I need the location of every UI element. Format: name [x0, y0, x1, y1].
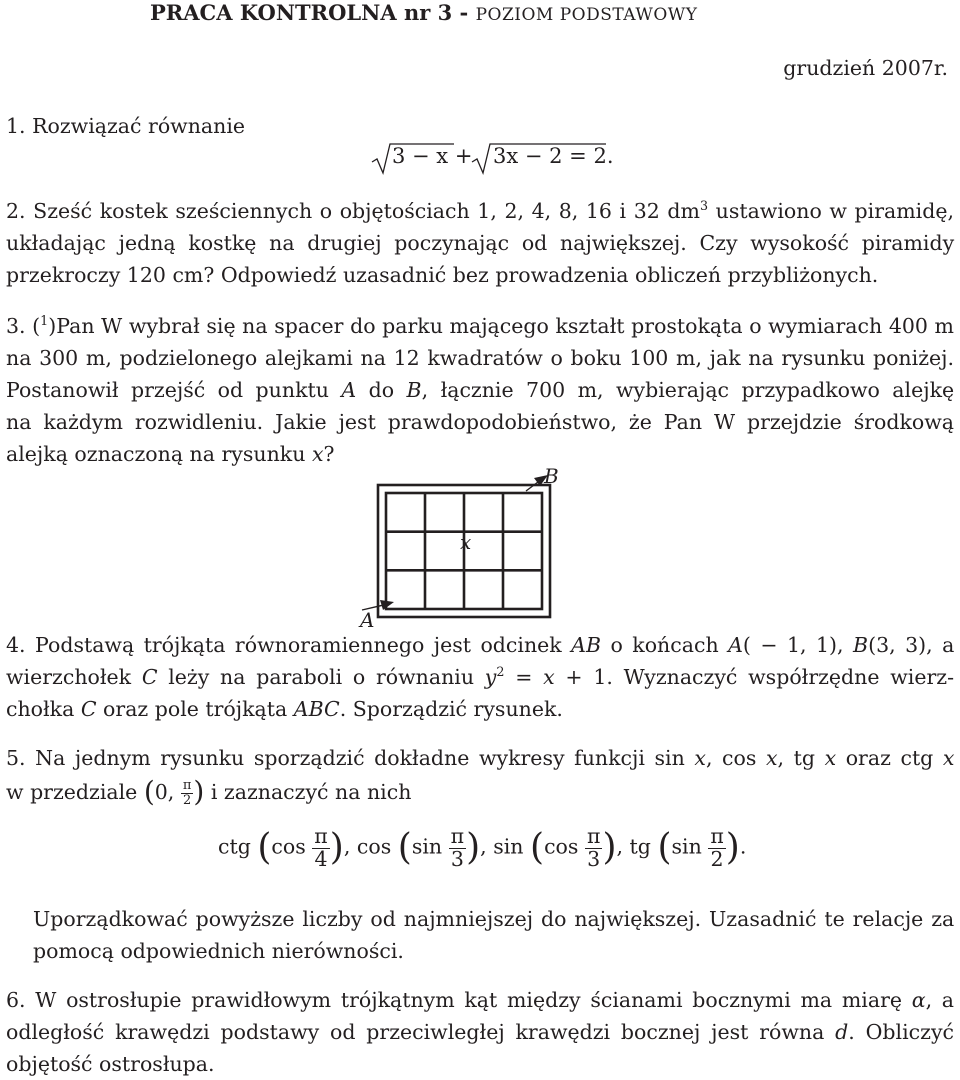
text-run: W ostrosłupie prawidłowym trójkątnym kąt między ścianami bocznymi ma miarę — [35, 988, 912, 1012]
paren-close: ) — [602, 827, 617, 869]
denominator: 4 — [314, 846, 328, 871]
text-run: Sześć kostek sześciennych o objętościach 1, 2, 4, 8, 16 i 32 dm — [33, 199, 700, 223]
fn-sin: sin — [493, 834, 524, 859]
problem-1 — [6, 110, 245, 142]
variable: x — [543, 665, 555, 689]
problem-6-line-3: objętość ostrosłupa. — [6, 1052, 215, 1076]
problem-5-line-4: pomocą odpowiednich nierówności. — [33, 939, 404, 963]
equation-part2: 3x − 2 = 2. — [493, 144, 614, 168]
problem-2-line-2: układając jedną kostkę na drugiej poczynając od największej. Czy wysokość piramidy — [6, 231, 955, 255]
text-run: odległość krawędzi podstawy od przeciwległej krawędzi bocznej jest równa — [6, 1020, 836, 1044]
problem-6-line-2 — [6, 1016, 954, 1048]
variable: x — [942, 746, 955, 770]
page-title — [150, 0, 697, 25]
fraction-pi-3 — [585, 826, 602, 870]
text-run: Na jednym rysunku sporządzić dokładne wykresy funkcji sin — [35, 746, 695, 770]
problem-4-line-3 — [6, 693, 954, 725]
text-run: Podstawą trójkąta równoramiennego jest odcinek — [35, 633, 572, 657]
paren-open: ( — [143, 775, 155, 808]
text-run: ( — [32, 314, 41, 338]
numerator: π — [710, 824, 724, 848]
point-label: C — [141, 665, 158, 689]
variable: x — [824, 746, 837, 770]
problem-4-line-2 — [6, 661, 954, 693]
problem-5-line-3: Uporządkować powyższe liczby od najmniejszej do największej. Uzasadnić te relacje za — [33, 907, 955, 931]
problem-3-line-1 — [6, 310, 954, 342]
park-figure — [350, 455, 580, 630]
text-run: ustawiono w piramidę, — [708, 199, 954, 223]
problem-number: 1. — [6, 114, 26, 138]
numerator: π — [314, 824, 328, 848]
point-label: A — [728, 633, 743, 657]
text-run: do — [356, 378, 407, 402]
fn-cos: cos — [356, 834, 392, 859]
text-run: . Sporządzić rysunek. — [339, 697, 563, 721]
denominator: 3 — [450, 846, 464, 871]
problem-number: 2. — [6, 199, 26, 223]
text-run: w przedziale — [6, 780, 144, 804]
superscript: 3 — [699, 198, 709, 214]
problem-4-line-1 — [6, 629, 954, 661]
fn-cos: cos — [544, 834, 579, 859]
text-run: i zaznaczyć na nich — [204, 780, 412, 804]
equation-5 — [218, 826, 746, 870]
text-run: Postanowił przejść od punktu — [6, 378, 342, 402]
problem-5-line-2 — [6, 776, 954, 808]
denominator: 2 — [710, 846, 724, 871]
fraction-pi-2 — [181, 779, 194, 807]
comma: , — [480, 834, 487, 859]
text-run: ( − 1, 1), — [742, 633, 853, 657]
paren-close: ) — [329, 827, 344, 869]
text-run: oraz ctg — [836, 746, 943, 770]
fn-ctg: ctg — [218, 834, 251, 859]
problem-5-continued — [33, 903, 954, 967]
point-label: B — [406, 378, 422, 402]
fn-cos: cos — [271, 834, 306, 859]
problem-number: 4. — [6, 633, 26, 657]
segment-label: AB — [571, 633, 602, 657]
text-run: chołka — [6, 697, 81, 721]
problem-5 — [6, 742, 954, 808]
fn-sin: sin — [411, 834, 443, 859]
fraction-pi-3 — [449, 826, 466, 870]
problem-3-line-3 — [6, 374, 954, 406]
fraction-pi-2 — [708, 826, 725, 870]
text-run: , cos — [705, 746, 766, 770]
paren-close: ) — [466, 827, 481, 869]
text-run: oraz pole trójkąta — [96, 697, 294, 721]
paren-open: ( — [530, 827, 545, 869]
variable: α — [911, 988, 926, 1012]
problem-number: 6. — [6, 988, 26, 1012]
problem-2-line-1 — [6, 195, 954, 227]
paren-open: ( — [657, 827, 672, 869]
text-run: , łącznie 700 m, wybierając przypadkowo alejkę — [421, 378, 955, 402]
fn-sin: sin — [671, 834, 702, 859]
footnote-mark: 1 — [40, 313, 49, 329]
numerator: π — [586, 824, 601, 848]
fn-tg: tg — [629, 834, 651, 859]
date-label: grudzień 2007r. — [783, 56, 948, 80]
text-run: , a — [925, 988, 955, 1012]
problem-5-line-1 — [6, 742, 954, 774]
text-run: . Obliczyć — [848, 1020, 955, 1044]
text-run: + 1. Wyznaczyć współrzędne wierz- — [554, 665, 955, 689]
variable: x — [694, 746, 706, 770]
denominator: 2 — [182, 793, 192, 808]
variable: x — [311, 442, 324, 466]
text-run: (3, 3), a — [868, 633, 955, 657]
problem-4 — [6, 629, 954, 725]
problem-2 — [6, 195, 954, 291]
problem-3-line-4: na każdym rozwidleniu. Jakie jest prawdopodobieństwo, że Pan W przejdzie środkową — [6, 410, 955, 434]
text-run: ) — [48, 314, 57, 338]
equation-part1: 3 − x + — [392, 144, 473, 168]
variable: x — [765, 746, 778, 770]
text-run: ? — [323, 442, 335, 466]
period: . — [739, 834, 747, 859]
paren-open: ( — [257, 827, 272, 869]
label-a: A — [360, 608, 375, 630]
text-run: , tg — [777, 746, 825, 770]
fraction-pi-4 — [312, 826, 329, 870]
text-run: = — [504, 665, 544, 689]
text-run: Pan W wybrał się na spacer do parku mającego kształt prostokąta o wymiarach 400 m — [56, 314, 954, 338]
problem-2-line-3: przekroczy 120 cm? Odpowiedź uzasadnić bez prowadzenia obliczeń przybliżonych. — [6, 263, 879, 287]
variable: y — [484, 665, 497, 689]
text-run: 0, — [154, 780, 181, 804]
problem-text: Rozwiązać równanie — [32, 114, 246, 138]
numerator: π — [182, 778, 192, 794]
text-run: alejką oznaczoną na rysunku — [6, 442, 312, 466]
problem-number: 3. — [6, 314, 26, 338]
point-label: A — [341, 378, 357, 402]
problem-6 — [6, 984, 954, 1080]
text-run: leży na paraboli o równaniu — [157, 665, 485, 689]
title-main: PRACA KONTROLNA nr 3 - — [150, 0, 476, 25]
title-level: POZIOM PODSTAWOWY — [475, 5, 698, 25]
problem-3 — [6, 310, 954, 470]
label-b: B — [544, 464, 559, 488]
problem-3-line-2: na 300 m, podzielonego alejkami na 12 kwadratów o boku 100 m, jak na rysunku poniżej. — [6, 346, 954, 370]
problem-number: 5. — [6, 746, 26, 770]
paren-close: ) — [193, 775, 205, 808]
numerator: π — [450, 824, 465, 848]
label-x: x — [460, 530, 472, 554]
comma: , — [616, 834, 624, 859]
denominator: 3 — [587, 846, 601, 871]
problem-6-line-1 — [6, 984, 954, 1016]
point-label: B — [853, 633, 869, 657]
paren-close: ) — [725, 827, 740, 869]
triangle-label: ABC — [293, 697, 340, 721]
point-label: C — [80, 697, 97, 721]
text-run: wierzchołek — [6, 665, 142, 689]
paren-open: ( — [397, 827, 412, 869]
variable: d — [835, 1020, 849, 1044]
superscript: 2 — [496, 664, 505, 680]
comma: , — [343, 834, 351, 859]
text-run: o końcach — [601, 633, 729, 657]
